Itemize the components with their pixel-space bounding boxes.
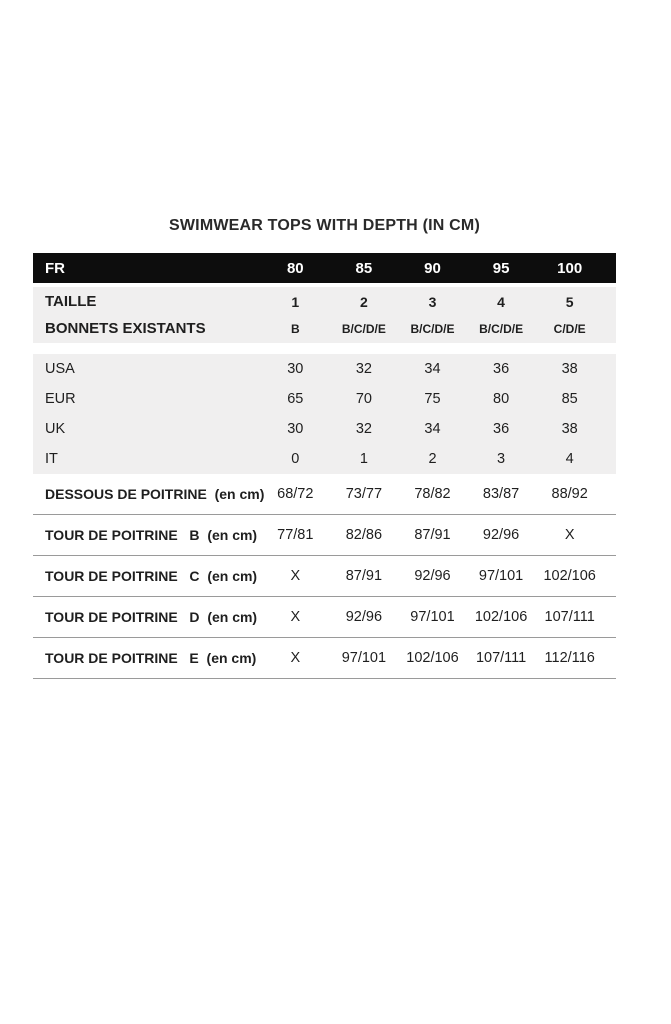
measure-cell: 97/101 <box>410 609 455 625</box>
region-cell: 2 <box>428 451 437 467</box>
cup-cell: B/C/D/E <box>410 321 455 336</box>
measure-cell: 82/86 <box>345 527 383 543</box>
row-label: TAILLE <box>45 293 97 310</box>
region-cell: 38 <box>561 361 578 377</box>
region-cell: 1 <box>359 451 368 467</box>
measure-row-tour-d <box>33 597 616 638</box>
measure-cell: 92/96 <box>482 527 520 543</box>
measure-cell: 97/101 <box>341 650 387 666</box>
size-cell: 5 <box>565 293 574 310</box>
measure-cell: 92/96 <box>345 609 383 625</box>
measurement-section <box>33 474 616 679</box>
region-row-uk <box>33 414 616 444</box>
region-cell: 36 <box>493 361 510 377</box>
fr-size-value: 80 <box>286 259 304 277</box>
size-cell: 1 <box>291 293 300 310</box>
size-cell: 4 <box>497 293 505 310</box>
measure-cell: 87/91 <box>345 568 383 584</box>
measure-cell: 102/106 <box>543 568 596 584</box>
measure-cell: 107/111 <box>475 650 527 666</box>
row-label: BONNETS EXISTANTS <box>45 320 206 337</box>
row-label: UK <box>45 421 66 437</box>
measure-cell: 88/92 <box>551 486 588 502</box>
measure-cell: X <box>290 650 301 666</box>
region-cell: 32 <box>355 421 372 437</box>
row-label: DESSOUS DE POITRINE (en cm) <box>45 486 265 502</box>
row-label: EUR <box>45 391 76 407</box>
measure-cell: 112/116 <box>544 650 595 666</box>
measure-cell: 83/87 <box>482 486 520 502</box>
measure-row-tour-b <box>33 515 616 556</box>
measure-cell: X <box>290 568 301 584</box>
region-cell: 32 <box>355 361 372 377</box>
region-cell: 4 <box>565 451 574 467</box>
measure-cell: 107/111 <box>544 609 595 625</box>
row-label: TOUR DE POITRINE E (en cm) <box>45 650 257 666</box>
row-label: IT <box>45 451 58 467</box>
fr-size-value: 85 <box>355 259 373 277</box>
measure-cell: 87/91 <box>414 527 451 543</box>
cup-cell: B/C/D/E <box>341 321 386 336</box>
measure-cell: 78/82 <box>414 486 451 502</box>
region-section <box>33 354 616 474</box>
cup-cell: C/D/E <box>553 321 586 336</box>
size-chart-table <box>33 253 616 679</box>
measure-cell: 73/77 <box>345 486 383 502</box>
measure-row-tour-c <box>33 556 616 597</box>
region-row-eur <box>33 384 616 414</box>
cup-cell: B <box>290 321 300 336</box>
size-cell: 2 <box>359 293 368 310</box>
fr-header-label: FR <box>45 259 65 277</box>
region-cell: 70 <box>355 391 372 407</box>
region-cell: 34 <box>424 361 441 377</box>
bonnets-row <box>33 315 616 342</box>
measure-cell: 97/101 <box>478 568 524 584</box>
measure-row-tour-e <box>33 638 616 679</box>
measure-cell: 102/106 <box>474 609 528 625</box>
measure-cell: 77/81 <box>277 527 314 543</box>
fr-size-value: 90 <box>424 259 441 277</box>
region-cell: 65 <box>287 391 304 407</box>
region-cell: 34 <box>424 421 441 437</box>
cup-cell: B/C/D/E <box>479 321 524 336</box>
region-row-usa <box>33 354 616 384</box>
size-chart-title: SWIMWEAR TOPS WITH DEPTH (IN CM) <box>169 217 480 234</box>
region-cell: 36 <box>493 421 510 437</box>
size-section <box>33 287 616 343</box>
measure-cell: 68/72 <box>277 486 314 502</box>
measure-cell: 92/96 <box>414 568 451 584</box>
row-label: USA <box>45 361 75 377</box>
region-cell: 75 <box>424 391 441 407</box>
region-cell: 80 <box>493 391 510 407</box>
region-cell: 85 <box>561 391 578 407</box>
measure-row-dessous <box>33 474 616 515</box>
region-row-it <box>33 444 616 474</box>
row-label: TOUR DE POITRINE C (en cm) <box>45 568 258 584</box>
row-label: TOUR DE POITRINE B (en cm) <box>45 527 258 543</box>
region-cell: 3 <box>497 451 506 467</box>
region-cell: 38 <box>561 421 578 437</box>
measure-cell: X <box>290 609 301 625</box>
region-cell: 30 <box>287 421 304 437</box>
measure-cell: X <box>564 527 575 543</box>
fr-size-value: 100 <box>557 259 583 277</box>
taille-row <box>33 288 616 315</box>
fr-size-value: 95 <box>492 259 510 277</box>
region-cell: 30 <box>287 361 304 377</box>
size-cell: 3 <box>428 293 437 310</box>
row-label: TOUR DE POITRINE D (en cm) <box>45 609 258 625</box>
region-cell: 0 <box>291 451 300 467</box>
fr-header-row <box>33 253 616 283</box>
measure-cell: 102/106 <box>406 650 459 666</box>
